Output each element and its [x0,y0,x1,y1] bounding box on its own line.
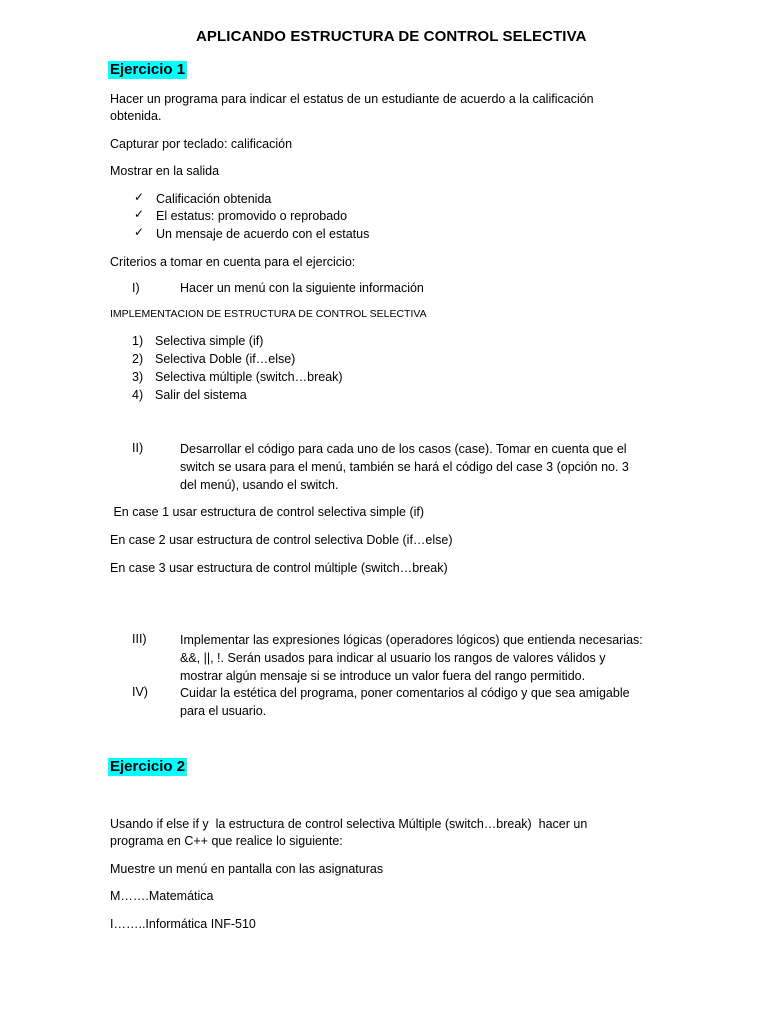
check-item-2: El estatus: promovido o reprobado [156,209,348,223]
case-1-text: En case 1 usar estructura de control selectiva simple (if) [110,505,425,519]
item-iv-line: para el usuario. [180,704,267,718]
item-i-number: I) [132,281,140,295]
check-item-1: Calificación obtenida [156,192,272,206]
option-i: I……..Informática INF-510 [110,917,256,931]
menu-item-4: Salir del sistema [155,388,247,402]
option-m: M…….Matemática [110,889,214,903]
criterios-text: Criterios a tomar en cuenta para el ejercicio: [110,255,356,269]
check-icon: ✓ [134,225,145,239]
item-iii-text [180,631,728,685]
intro-line-1: Hacer un programa para indicar el estatus de un estudiante de acuerdo a la calificación [110,92,594,106]
capturar-text: Capturar por teclado: calificación [110,137,293,151]
item-iv-text [180,684,728,720]
item-ii-text [180,440,728,494]
intro-line-2: obtenida. [110,109,162,123]
menu-item-3: Selectiva múltiple (switch…break) [155,370,343,384]
ejercicio-1-heading: Ejercicio 1 [110,61,186,78]
menu-number: 3) [132,370,144,384]
mostrar-text: Mostrar en la salida [110,164,220,178]
case-3-text: En case 3 usar estructura de control múltiple (switch…break) [110,561,448,575]
case-2-text: En case 2 usar estructura de control selectiva Doble (if…else) [110,533,453,547]
item-iii-line: mostrar algún mensaje si se introduce un valor fuera del rango permitido. [180,669,586,683]
item-iv-line: Cuidar la estética del programa, poner comentarios al código y que sea amigable [180,686,630,700]
item-ii-line: del menú), usando el switch. [180,478,339,492]
ejercicio-2-heading: Ejercicio 2 [110,758,186,775]
item-iii-number: III) [132,632,147,646]
ejercicio-2-intro-line-1: Usando if else if y la estructura de control selectiva Múltiple (switch…break) hacer un [110,817,588,831]
page-title: APLICANDO ESTRUCTURA DE CONTROL SELECTIVA [196,28,587,45]
menu-number: 2) [132,352,144,366]
item-iv-number: IV) [132,685,148,699]
item-i-text: Hacer un menú con la siguiente información [180,281,424,295]
menu-item-2: Selectiva Doble (if…else) [155,352,296,366]
item-iii-line: Implementar las expresiones lógicas (operadores lógicos) que entienda necesarias: [180,633,643,647]
menu-item-1: Selectiva simple (if) [155,334,264,348]
menu-number: 1) [132,334,144,348]
ejercicio-2-intro-line-2: programa en C++ que realice lo siguiente: [110,834,343,848]
check-icon: ✓ [134,190,145,204]
check-icon: ✓ [134,207,145,221]
check-item-3: Un mensaje de acuerdo con el estatus [156,227,370,241]
menu-number: 4) [132,388,144,402]
implementacion-heading: IMPLEMENTACION DE ESTRUCTURA DE CONTROL SELECTIVA [110,308,427,320]
item-ii-line: switch se usara para el menú, también se hará el código del case 3 (opción no. 3 [180,460,629,474]
item-ii-line: Desarrollar el código para cada uno de los casos (case). Tomar en cuenta que el [180,442,627,456]
item-iii-line: &&, ||, !. Serán usados para indicar al usuario los rangos de valores válidos y [180,651,606,665]
item-ii-number: II) [132,441,144,455]
menu-intro-text: Muestre un menú en pantalla con las asignaturas [110,862,384,876]
